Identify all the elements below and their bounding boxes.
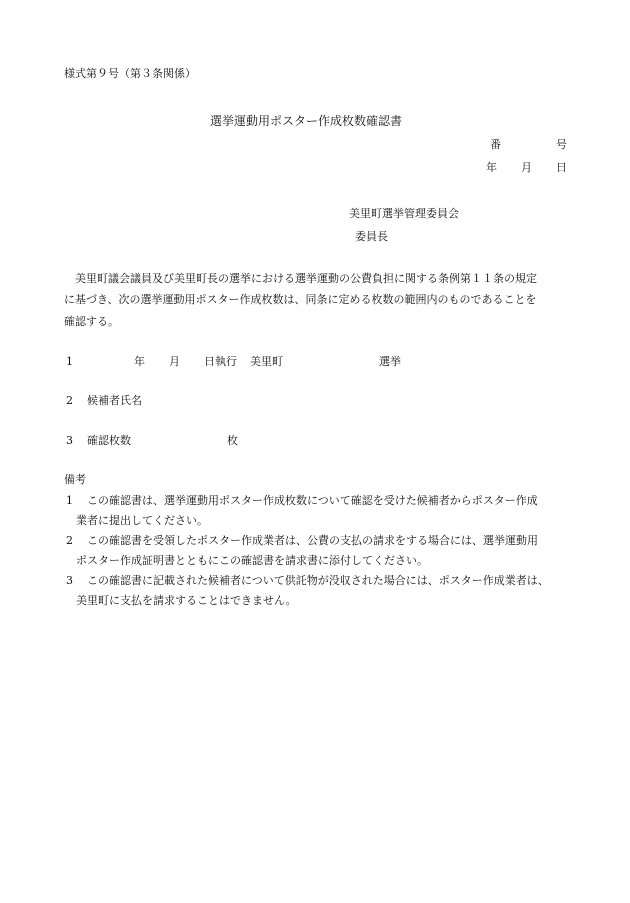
body-line: 確認する。 (64, 315, 119, 328)
remark-text: 美里町に支払を請求することはできません。 (76, 594, 297, 607)
item-number: 3 (66, 434, 73, 447)
item-2-label: 候補者氏名 (87, 394, 142, 407)
item-1-month: 月 (169, 355, 180, 368)
issuer-role: 委員長 (355, 230, 388, 243)
issuer-organization: 美里町選挙管理委員会 (349, 207, 459, 220)
remark-text: この確認書は、選挙運動用ポスター作成枚数について確認を受けた候補者からポスター作成 (87, 494, 538, 507)
number-ban-label: 番 (490, 138, 501, 151)
item-1-election-label: 選挙 (379, 355, 401, 368)
date-month-label: 月 (521, 161, 532, 174)
item-number: 2 (66, 394, 73, 407)
remark-text: ポスター作成証明書とともにこの確認書を請求書に添付してください。 (76, 554, 428, 567)
date-year-label: 年 (486, 161, 497, 174)
item-1-town: 美里町 (250, 355, 283, 368)
remark-number: 1 (66, 494, 73, 507)
remarks-heading: 備考 (64, 473, 86, 486)
body-line: に基づき、次の選挙運動用ポスター作成枚数は、同条に定める枚数の範囲内のものであることを (64, 293, 537, 306)
remark-number: 3 (66, 574, 73, 587)
remark-text: この確認書に記載された候補者について供託物が没収された場合には、ポスター作成業者は、 (87, 574, 549, 587)
remark-text: 業者に提出してください。 (76, 514, 208, 527)
item-3-label: 確認枚数 (87, 434, 131, 447)
date-day-label: 日 (556, 161, 567, 174)
item-number: 1 (66, 355, 73, 368)
document-title: 選挙運動用ポスター作成枚数確認書 (210, 114, 403, 128)
form-number: 様式第９号（第３条関係） (64, 67, 196, 80)
item-1-day-execution: 日執行 (204, 355, 237, 368)
remark-text: この確認書を受領したポスター作成業者は、公費の支払の請求をする場合には、選挙運動用 (87, 534, 538, 547)
item-3-unit: 枚 (227, 434, 238, 447)
remark-number: 2 (66, 534, 73, 547)
item-1-year: 年 (134, 355, 145, 368)
number-go-label: 号 (556, 138, 567, 151)
body-line: 美里町議会議員及び美里町長の選挙における選挙運動の公費負担に関する条例第１１条の規定 (75, 272, 537, 285)
